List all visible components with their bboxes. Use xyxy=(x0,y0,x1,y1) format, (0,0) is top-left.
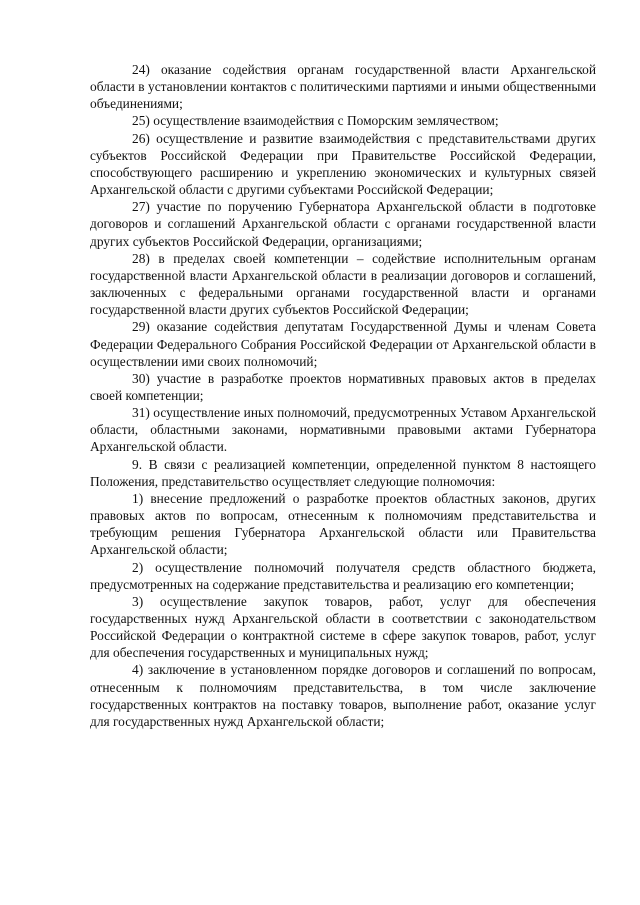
list-item-30: 30) участие в разработке проектов нормативных правовых актов в пределах своей компетенции; xyxy=(90,370,596,403)
section-9-item-3: 3) осуществление закупок товаров, работ, услуг для обеспечения государственных нужд Архангельской области в соответствии с законодательством Российской Федерации о контрактной системе в сфере закупок товаров, работ, услуг для обеспечения государственных и муниципальных нужд; xyxy=(90,593,596,661)
section-9-item-1: 1) внесение предложений о разработке проектов областных законов, других правовых актов по вопросам, отнесенным к полномочиям представительства и требующим решения Губернатора Архангельской области или Правительства Архангельской области; xyxy=(90,490,596,558)
document-body xyxy=(90,61,596,730)
list-item-31: 31) осуществление иных полномочий, предусмотренных Уставом Архангельской области, областными законами, нормативными правовыми актами Губернатора Архангельской области. xyxy=(90,405,596,455)
list-item-27: 27) участие по поручению Губернатора Архангельской области в подготовке договоров и соглашений Архангельской области с органами государственной власти других субъектов Российской Федерации, организациями; xyxy=(90,199,596,249)
section-9-item-4: 4) заключение в установленном порядке договоров и соглашений по вопросам, отнесенным к полномочиям представительства, в том числе заключение государственных контрактов на поставку товаров, выполнение работ, оказание услуг для государственных нужд Архангельской области; xyxy=(90,662,596,729)
list-item-24: 24) оказание содействия органам государственной власти Архангельской области в установлении контактов с политическими партиями и иными общественными объединениями; xyxy=(90,62,596,112)
list-item-29: 29) оказание содействия депутатам Государственной Думы и членам Совета Федерации Федерального Собрания Российской Федерации от Архангельской области в осуществлении ими своих полномочий; xyxy=(90,319,596,369)
section-9-item-2: 2) осуществление полномочий получателя средств областного бюджета, предусмотренных на содержание представительства и реализацию его компетенции; xyxy=(90,559,596,592)
section-9-intro: 9. В связи с реализацией компетенции, определенной пунктом 8 настоящего Положения, представительство осуществляет следующие полномочия: xyxy=(90,456,596,489)
list-item-28: 28) в пределах своей компетенции – содействие исполнительным органам государственной власти Архангельской области в реализации договоров и соглашений, заключенных с федеральными органами государственной власти и органами государственной власти других субъектов Российской Федерации; xyxy=(90,250,596,318)
list-item-26: 26) осуществление и развитие взаимодействия с представительствами других субъектов Российской Федерации при Правительстве Российской Федерации, способствующего расширению и укреплению экономических и культурных связей Архангельской области с другими субъектами Российской Федерации; xyxy=(90,130,596,198)
list-item-25: 25) осуществление взаимодействия с Поморским землячеством; xyxy=(132,113,499,129)
